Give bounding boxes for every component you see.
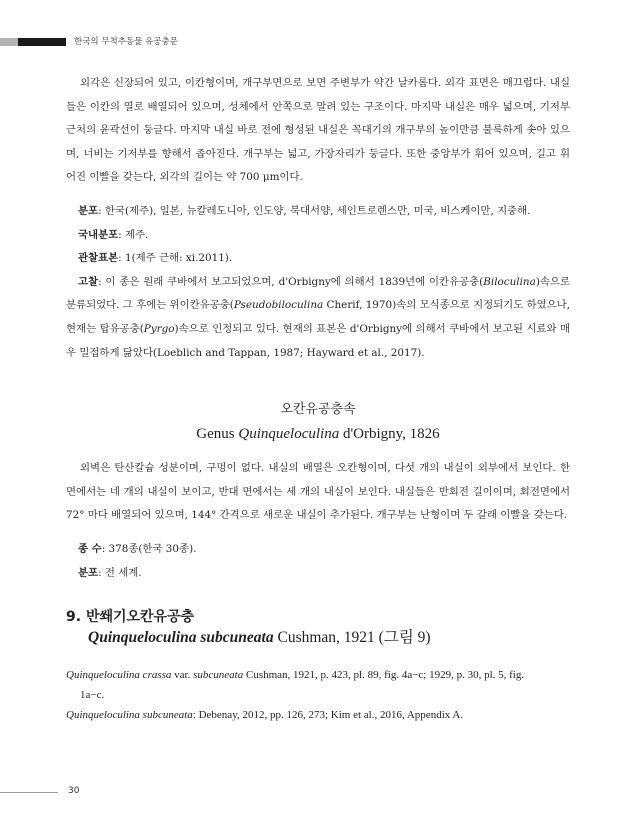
remarks-seg3: Cherif, 1970)속의 모식종으로 지정되기도 하였으나, 현재는 탑유공충( [66,299,571,335]
genus-suffix: d'Orbigny, 1826 [339,426,440,443]
remarks-label: 고찰 [78,275,99,288]
synonym-1-subname: subcuneata [193,669,244,682]
species-author-year: Cushman, 1921 (그림 9) [273,629,431,647]
species-heading [66,607,570,627]
specimen-line [66,247,570,271]
intro-paragraph: 외각은 신장되어 있고, 이칸형이며, 개구부면으로 보면 주변부가 약간 날카롭다. 외각 표면은 매끄럽다. 내실들은 이칸의 열로 배열되어 있으며, 성체에서 안쪽으로 말려 있는 구조이다. 마지막 내실은 매우 넓으며, 기저부 근처의 윤곽선이 둥글다. 마지막 내실 바로 전에 형성된 내실은 꼭대기의 개구부의 높이만큼 불룩하게 솟아 있으며, 너비는 기저부를 향해서 좁아진다. 개구부는 넓고, 가장자리가 둥글다. 또한 중앙부가 휘어 있으며, 길고 휘어진 이빨을 갖는다, 외각의 길이는 약 700 μm이다. [66,77,570,184]
remarks-seg4: )속으로 인정되고 있다. 현재의 표본은 d'Orbigny에 의해서 쿠바에서 보고된 시료와 매우 밀접하게 닮았다(Loeblich and Tappan, 1987; Hayward et al., 2017). [66,322,570,359]
genus-distribution-line [66,562,570,586]
specimen-label: 관찰표본 [78,252,119,265]
distribution-text: : 한국(제주), 일본, 뉴칼레도니아, 인도양, 북대서양, 세인트로렌스만, 미국, 비스케이만, 지중해. [98,204,531,217]
synonym-1 [66,665,570,685]
domestic-label: 국내분포 [78,228,119,241]
domestic-text: : 제주. [118,228,149,241]
species-count-label: 종 수 [78,542,102,555]
page-number: 30 [68,786,80,796]
genus-korean-title: 오칸유공충속 [280,402,356,418]
species-scientific-line [88,627,570,649]
synonym-1-name: Quinqueloculina crassa [66,669,172,682]
footer-rule [0,792,58,793]
remarks-paragraph [66,271,570,365]
synonym-1-citation: Cushman, 1921, p. 423, pl. 89, fig. 4a−c; 1929, p. 30, pl. 5, fig. [243,669,525,682]
remarks-italic1: Biloculina [483,275,536,288]
synonym-2-name: Quinqueloculina subcuneata [66,709,193,722]
species-count-line [66,538,570,562]
remarks-seg2: )속으로 분류되었다. 그 후에는 위이칸유공충( [66,275,570,312]
synonym-2-citation: : Debenay, 2012, pp. 126, 273; Kim et al., 2016, Appendix A. [192,709,464,722]
species-scientific-name: Quinqueloculina subcuneata [88,629,274,647]
genus-name: Quinqueloculina [238,426,340,443]
header-bar-black [18,38,66,46]
remarks-italic3: Pyrgo [143,322,175,335]
distribution-line [66,200,570,224]
genus-distribution-text: : 전 세계. [98,566,142,579]
species-korean-name: 반쐐기오칸유공충 [85,609,195,626]
distribution-label: 분포 [78,204,99,217]
synonym-2 [66,705,570,725]
synonym-1-continuation: 1a−c. [80,689,105,702]
genus-description: 외벽은 탄산칼슘 성분이며, 구멍이 없다. 내실의 배열은 오칸형이며, 다섯 개의 내실이 외부에서 보인다. 한 면에서는 네 개의 내실이 보이고, 반대 면에서는 세 개의 내실이 보인다. 내실들은 반회전 길이이며, 회전면에서 72° 마다 배열되어 있으며, 144° 간격으로 새로운 내실이 추가된다. 개구부는 난형이며 두 갈래 이빨을 갖는다. [66,462,570,522]
page-content [66,72,570,725]
remarks-italic2: Pseudobiloculina [233,299,324,312]
species-count-text: : 378종(한국 30종). [101,542,197,555]
header-bar-gray [0,38,18,46]
genus-distribution-label: 분포 [78,566,99,579]
genus-prefix: Genus [196,426,239,443]
species-number: 9. [66,609,82,626]
remarks-seg1: : 이 종은 원래 쿠바에서 보고되었으며, d'Orbigny에 의해서 1839년에 이칸유공충( [98,275,484,288]
genus-english-title [66,425,570,443]
specimen-text: : 1(제주 근해: xi.2011). [118,252,233,265]
synonym-1-var: var. [171,669,194,682]
running-title: 한국의 무척추동물 유공충문 [74,37,178,47]
domestic-line [66,224,570,248]
